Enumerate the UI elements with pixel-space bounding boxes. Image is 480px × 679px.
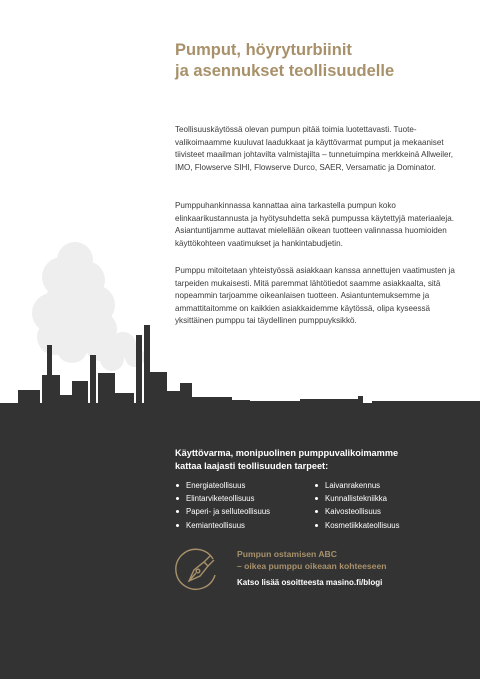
- industrial-skyline-illustration: [0, 225, 480, 425]
- blog-link[interactable]: Katso lisää osoitteesta masino.fi/blogi: [237, 578, 383, 587]
- abc-title-line-2: – oikea pumppu oikeaan kohteeseen: [237, 560, 387, 571]
- page-title: [175, 40, 465, 82]
- list-item: Elintarviketeollisuus: [175, 492, 270, 505]
- list-item: Kosmetiikkateollisuus: [314, 519, 400, 532]
- list-item: Kemianteollisuus: [175, 519, 270, 532]
- list-item: Paperi- ja selluteollisuus: [175, 505, 270, 518]
- industries-heading: [175, 447, 445, 473]
- industries-list-col1: [175, 479, 270, 532]
- list-item: Energiateollisuus: [175, 479, 270, 492]
- abc-title: [237, 549, 457, 572]
- industries-heading-line-1: Käyttövarma, monipuolinen pumppuvalikoimamme: [175, 448, 399, 458]
- list-item: Kaivosteollisuus: [314, 505, 400, 518]
- intro-paragraph-2: Pumppuhankinnassa kannattaa aina tarkastella pumpun koko elinkaarikustannusta ja hyötysuhdetta sekä pumpussa käytettyjä materiaaleja. Asiantuntijamme auttavat mielellään oikean tuotteen valinnassa huomioiden käyttökohteen vaatimukset ja hankintabudjetin.: [175, 201, 454, 248]
- title-line-1: Pumput, höyryturbiinit: [175, 41, 352, 59]
- title-line-2: ja asennukset teollisuudelle: [175, 62, 395, 80]
- intro-paragraph-1: Teollisuuskäytössä olevan pumpun pitää toimia luotettavasti. Tuotevalikoimaamme kuuluvat laadukkaat ja käyttövarmat pumput ja mekaaniset tiivisteet maailman johtavilta valmistajilta – tunnetuimpina merkkeinä Allweiler, IMO, Flowserve SIHI, Flowserve Durco, SAER, Versamatic ja Dominator.: [175, 125, 454, 172]
- intro-paragraph-3: Pumppu mitoitetaan yhteistyössä asiakkaan kanssa annettujen vaatimusten ja tarpeiden mukaisesti. Mitä paremmat lähtötiedot saamme asiakkaalta, sitä nopeammin tarjoamme oikeanlaisen tuotteen. Asiantuntemuksemme ja ammattitaitomme on kaikkien asiakkaidemme käytössä, olipa kyseessä yksittäinen pumppu tai täydellinen pumppuyksikkö.: [175, 266, 455, 326]
- industries-heading-line-2: kattaa laajasti teollisuuden tarpeet:: [175, 461, 329, 471]
- list-item: Kunnallistekniikka: [314, 492, 400, 505]
- industries-list-col2: [314, 479, 400, 532]
- pen-nib-icon: [173, 545, 223, 595]
- list-item: Laivanrakennus: [314, 479, 400, 492]
- abc-title-line-1: Pumpun ostamisen ABC: [237, 549, 337, 559]
